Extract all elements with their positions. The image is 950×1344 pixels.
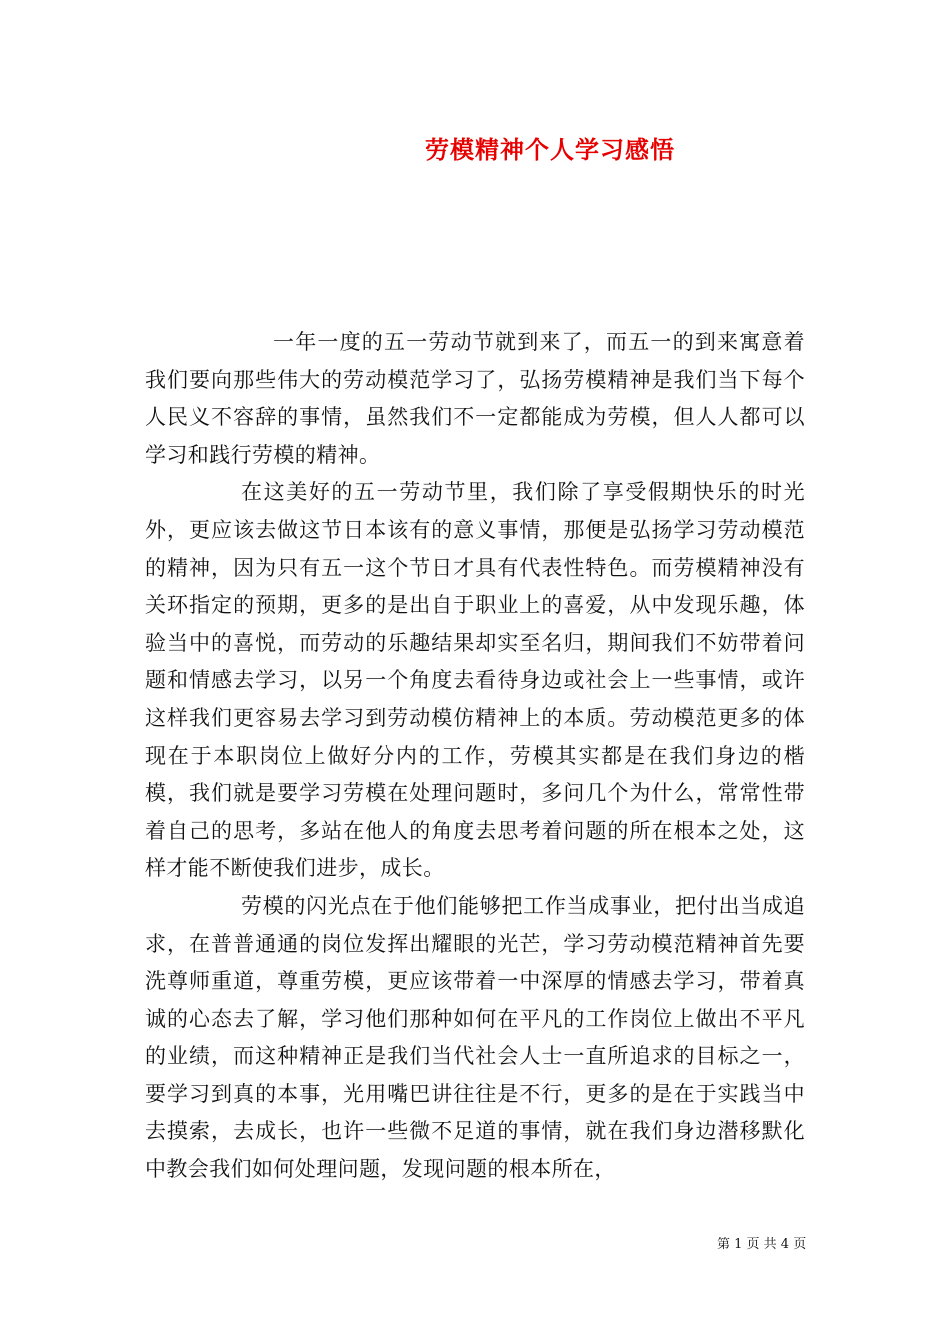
paragraph-1: 一年一度的五一劳动节就到来了，而五一的到来寓意着我们要向那些伟大的劳动模范学习了，弘扬劳模精神是我们当下每个人民义不容辞的事情，虽然我们不一定都能成为劳模，但人人都可以学习和践行劳模的精神。 bbox=[145, 330, 805, 467]
document-title-text: 劳模精神个人学习感悟 bbox=[425, 135, 675, 164]
document-title bbox=[0, 132, 950, 168]
paragraph-3: 劳模的闪光点在于他们能够把工作当成事业，把付出当成追求，在普普通通的岗位发挥出耀眼的光芒，学习劳动模范精神首先要洗尊师重道，尊重劳模，更应该带着一中深厚的情感去学习，带着真诚的心态去了解，学习他们那种如何在平凡的工作岗位上做出不平凡的业绩，而这种精神正是我们当代社会人士一直所追求的目标之一，要学习到真的本事，光用嘴巴讲往往是不行，更多的是在于实践当中去摸索，去成长，也许一些微不足道的事情，就在我们身边潜移默化中教会我们如何处理问题，发现问题的根本所在， bbox=[145, 893, 805, 1182]
paragraph-2: 在这美好的五一劳动节里，我们除了享受假期快乐的时光外，更应该去做这节日本该有的意义事情，那便是弘扬学习劳动模范的精神，因为只有五一这个节日才具有代表性特色。而劳模精神没有关环指定的预期，更多的是出自于职业上的喜爱，从中发现乐趣，体验当中的喜悦，而劳动的乐趣结果却实至名归，期间我们不妨带着问题和情感去学习，以另一个角度去看待身边或社会上一些事情，或许这样我们更容易去学习到劳动模仿精神上的本质。劳动模范更多的体现在于本职岗位上做好分内的工作，劳模其实都是在我们身边的楷模，我们就是要学习劳模在处理问题时，多问几个为什么，常常性带着自己的思考，多站在他人的角度去思考着问题的所在根本之处，这样才能不断使我们进步，成长。 bbox=[145, 480, 805, 881]
page-number: 第 1 页 共 4 页 bbox=[717, 1237, 807, 1252]
document-body bbox=[145, 324, 805, 1189]
